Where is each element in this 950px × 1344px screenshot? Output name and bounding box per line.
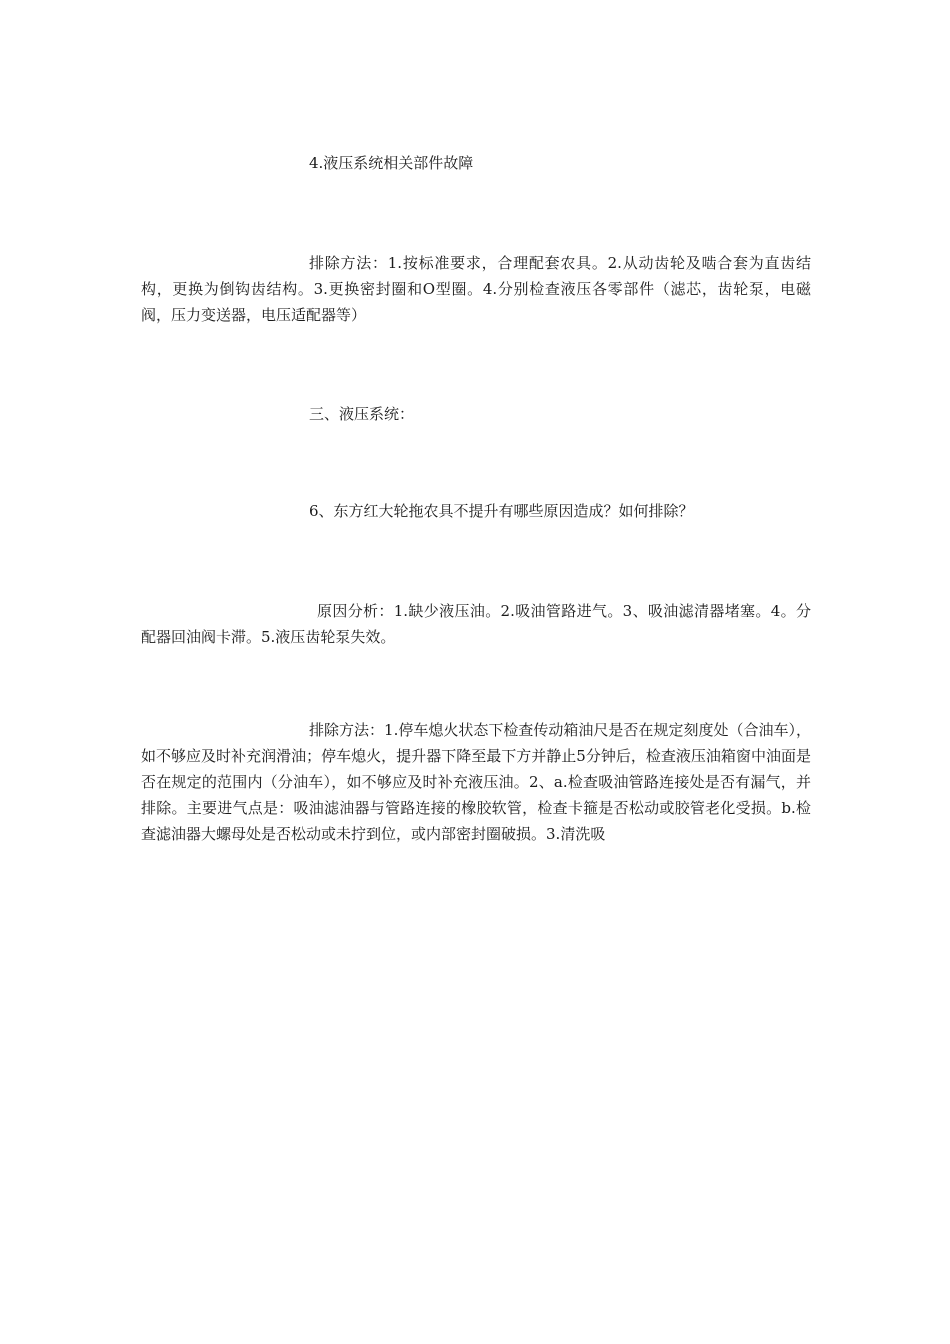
question-heading: 6、东方红大轮拖农具不提升有哪些原因造成？如何排除？ [309, 502, 694, 520]
paragraph-fix-method-1: 排除方法：1.按标准要求，合理配套农具。2.从动齿轮及啮合套为直齿结构，更换为倒钩齿结构。3.更换密封圈和O型圈。4.分别检查液压各零部件（滤芯，齿轮泵，电磁阀，压力变送器，电压适配器等） [141, 254, 811, 324]
paragraph-fix-method-2: 排除方法：1.停车熄火状态下检查传动箱油尺是否在规定刻度处（合油车），如不够应及时补充润滑油；停车熄火，提升器下降至最下方并静止5分钟后，检查液压油箱窗中油面是否在规定的范围内（分油车），如不够应及时补充液压油。2、a.检查吸油管路连接处是否有漏气，并排除。主要进气点是：吸油滤油器与管路连接的橡胶软管，检查卡箍是否松动或胶管老化受损。b.检查滤油器大螺母处是否松动或未拧到位，或内部密封圈破损。3.清洗吸 [141, 721, 811, 843]
section-heading-hydraulic: 三、液压系统： [309, 405, 415, 423]
paragraph-hydraulic-fault: 4.液压系统相关部件故障 [309, 154, 474, 172]
paragraph-cause-analysis: 原因分析：1.缺少液压油。2.吸油管路进气。3、吸油滤清器堵塞。4。分配器回油阀卡滞。5.液压齿轮泵失效。 [141, 602, 811, 646]
